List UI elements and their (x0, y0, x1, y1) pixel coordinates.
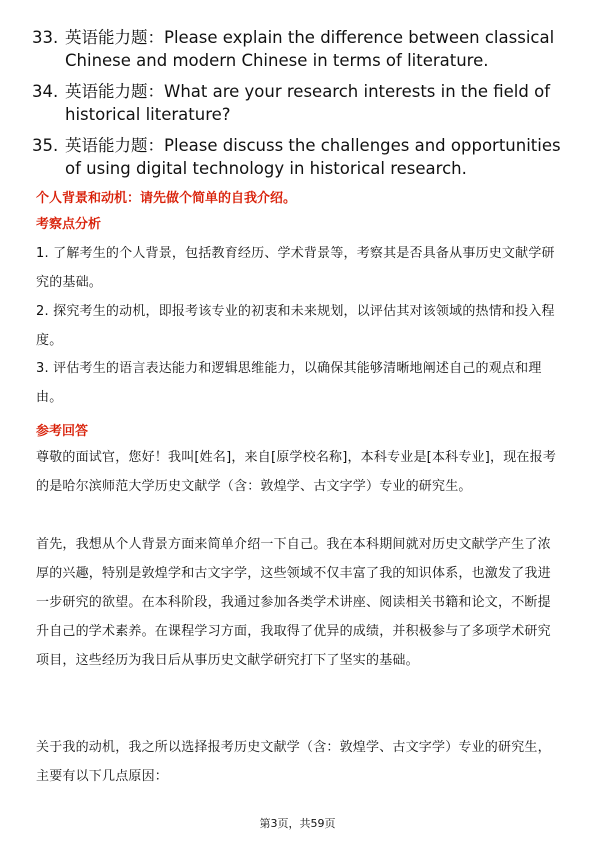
reference-paragraph: 首先，我想从个人背景方面来简单介绍一下自己。我在本科期间就对历史文献学产生了浓厚的兴趣，特别是敦煌学和古文字学，这些领域不仅丰富了我的知识体系，也激发了我进一步研究的欲望。在本科阶段，我通过参加各类学术讲座、阅读相关书籍和论文，不断提升自己的学术素养。在课程学习方面，我取得了优异的成绩，并积极参与了多项学术研究项目，这些经历为我日后从事历史文献学研究打下了坚实的基础。 (36, 537, 551, 668)
main-question-heading: 个人背景和动机：请先做个简单的自我介绍。 (36, 191, 297, 206)
question-number: 35. (32, 136, 59, 155)
page-footer: 第3页，共59页 (259, 817, 336, 830)
question-list (32, 26, 572, 188)
question-number: 33. (32, 28, 59, 47)
analysis-item: 1. 了解考生的个人背景，包括教育经历、学术背景等，考察其是否具备从事历史文献学研究的基础。 (36, 246, 555, 290)
question-text: 英语能力题：Please discuss the challenges and opportunities of using digital technology in historical research. (65, 136, 561, 178)
question-item (32, 80, 572, 126)
question-text: 英语能力题：Please explain the difference between classical Chinese and modern Chinese in terms of literature. (65, 28, 555, 70)
reference-heading: 参考回答 (36, 424, 89, 439)
reference-paragraph: 关于我的动机，我之所以选择报考历史文献学（含：敦煌学、古文字学）专业的研究生，主要有以下几点原因： (36, 740, 551, 784)
analysis-item: 3. 评估考生的语言表达能力和逻辑思维能力，以确保其能够清晰地阐述自己的观点和理由。 (36, 361, 542, 405)
question-item (32, 134, 572, 180)
reference-paragraph: 尊敬的面试官，您好！我叫[姓名]，来自[原学校名称]，本科专业是[本科专业]，现在报考的是哈尔滨师范大学历史文献学（含：敦煌学、古文字学）专业的研究生。 (36, 450, 557, 494)
analysis-heading: 考察点分析 (36, 217, 102, 232)
question-number: 34. (32, 82, 59, 101)
analysis-item: 2. 探究考生的动机，即报考该专业的初衷和未来规划，以评估其对该领域的热情和投入程度。 (36, 304, 555, 348)
question-item (32, 26, 572, 72)
question-text: 英语能力题：What are your research interests in the field of historical literature? (65, 82, 551, 124)
